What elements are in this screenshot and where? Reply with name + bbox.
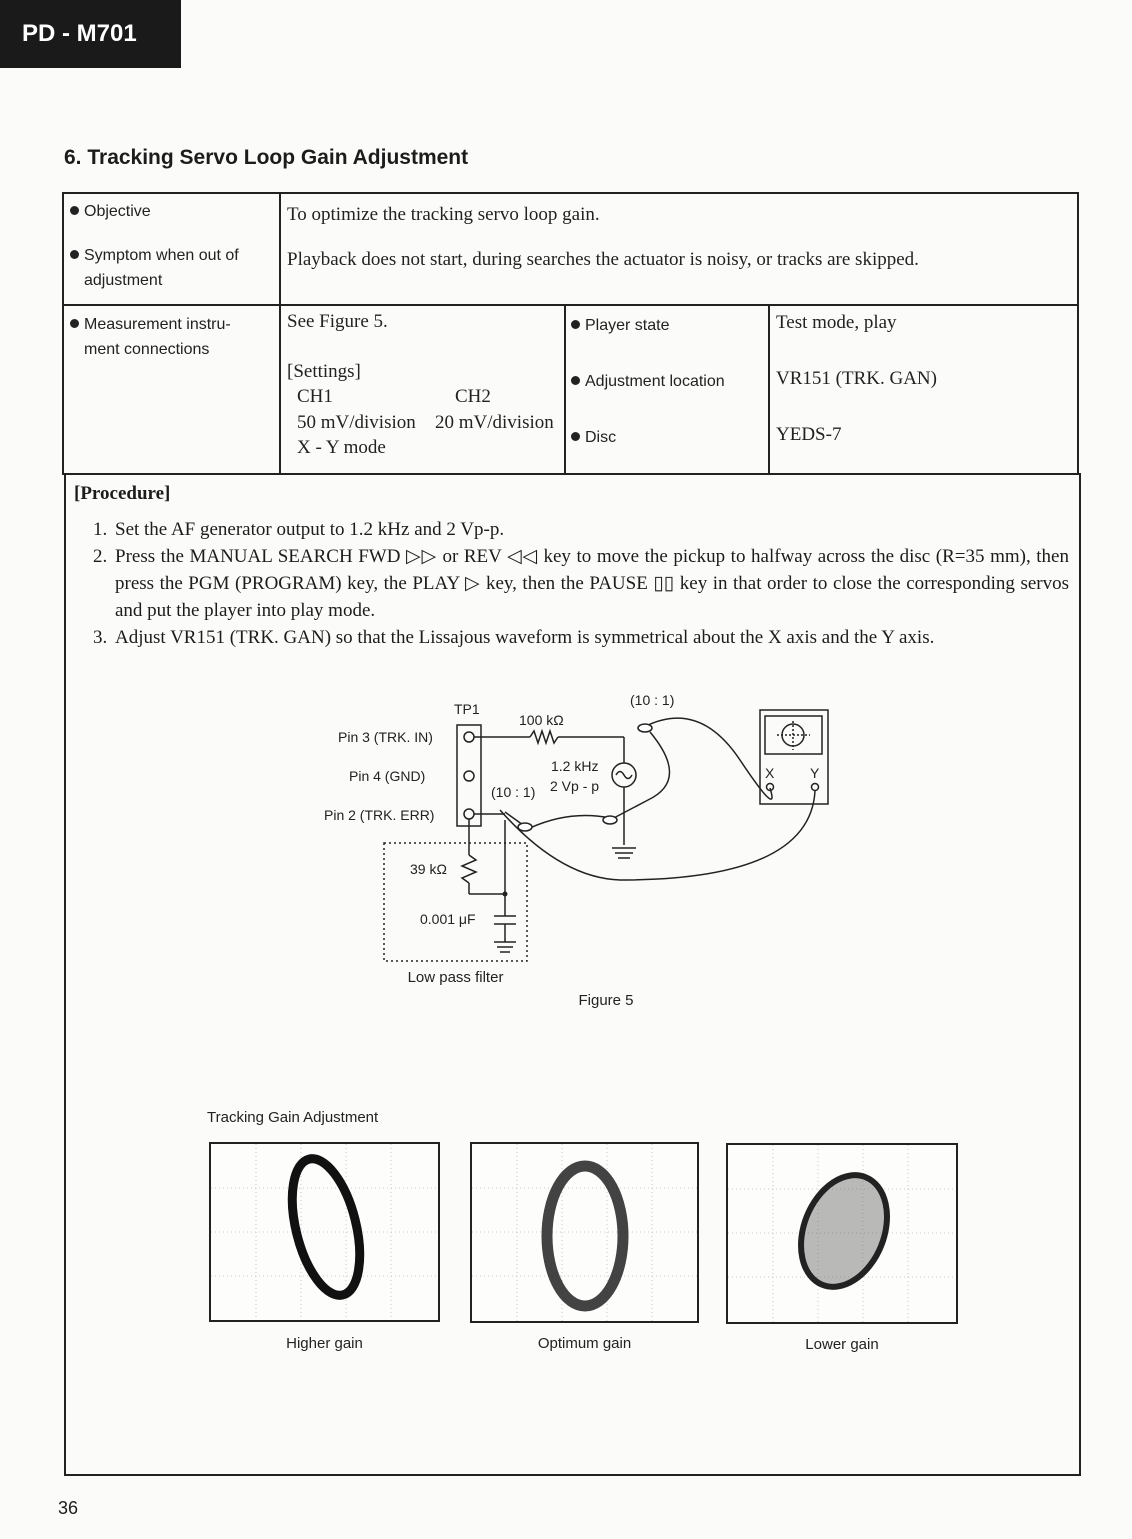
symptom-label: Symptom when out of adjustment: [70, 243, 239, 293]
disc-value: YEDS-7: [776, 424, 842, 445]
probe-ratio-top: (10 : 1): [630, 692, 675, 708]
ch1-scale: 50 mV/division: [297, 412, 416, 433]
tp1-connector: [457, 725, 481, 826]
procedure-heading: [Procedure]: [74, 483, 171, 504]
filter-resistor-label: 39 kΩ: [410, 861, 447, 877]
pin4-label: Pin 4 (GND): [349, 768, 426, 784]
scope-higher-gain: [209, 1142, 440, 1322]
adjustment-location-label: Adjustment location: [571, 369, 725, 394]
disc-label: Disc: [571, 425, 616, 450]
objective-label: Objective: [70, 199, 151, 224]
higher-gain-label: Higher gain: [286, 1335, 363, 1352]
optimum-gain-label: Optimum gain: [537, 1335, 632, 1352]
scope-mode: X - Y mode: [297, 437, 386, 458]
pin4-terminal: [464, 771, 474, 781]
ch2-label: CH2: [455, 386, 491, 407]
optimum-gain-lissajous: [547, 1166, 623, 1306]
waveforms-title: Tracking Gain Adjustment: [207, 1109, 379, 1126]
objective-value: To optimize the tracking servo loop gain.: [287, 204, 600, 225]
scope-optimum-gain: [470, 1142, 699, 1323]
measurement-label: Measurement instru- ment connections: [70, 312, 231, 362]
scope-lower-gain: [726, 1143, 958, 1324]
pin3-label: Pin 3 (TRK. IN): [338, 729, 433, 745]
filter-label: Low pass filter: [407, 969, 504, 986]
page-number: 36: [58, 1498, 79, 1518]
player-state-label: Player state: [571, 313, 669, 338]
resistor-100k: [530, 731, 558, 743]
adjustment-location-value: VR151 (TRK. GAN): [776, 368, 937, 389]
tp1-label: TP1: [454, 701, 480, 717]
settings-label: [Settings]: [287, 361, 361, 382]
player-state-value: Test mode, play: [776, 312, 897, 333]
procedure-step: 2. Press the MANUAL SEARCH FWD ▷▷ or REV ◁◁ key to move the pickup to halfway across the disc (R=35 mm), then press the PGM (PROGRAM) key, the PLAY ▷ key, then the PAUSE ▯▯ key in that order to close the corresponding servos and put the player into play mode.: [93, 546, 1069, 621]
generator-freq: 1.2 kHz: [551, 758, 599, 774]
section-title: 6. Tracking Servo Loop Gain Adjustment: [64, 146, 469, 169]
symptom-value: Playback does not start, during searches the actuator is noisy, or tracks are skipped.: [287, 249, 919, 270]
see-figure-text: See Figure 5.: [287, 311, 388, 332]
figure-caption: Figure 5: [578, 992, 634, 1009]
higher-gain-lissajous: [280, 1152, 372, 1302]
scope-y-label: Y: [810, 765, 820, 781]
resistor-label: 100 kΩ: [519, 712, 564, 728]
generator-amp: 2 Vp - p: [550, 778, 600, 794]
model-name: PD - M701: [22, 20, 137, 47]
probe-ratio-mid: (10 : 1): [491, 784, 536, 800]
ch1-label: CH1: [297, 386, 333, 407]
procedure-step: 3. Adjust VR151 (TRK. GAN) so that the Lissajous waveform is symmetrical about the X axis and the Y axis.: [93, 627, 935, 648]
pin2-terminal: [464, 809, 474, 819]
lower-gain-lissajous: [785, 1162, 903, 1300]
scope-x-label: X: [765, 765, 775, 781]
pin3-terminal: [464, 732, 474, 742]
ch2-scale: 20 mV/division: [435, 412, 554, 433]
filter-capacitor-label: 0.001 μF: [420, 911, 476, 927]
lower-gain-label: Lower gain: [805, 1336, 879, 1353]
resistor-39k: [462, 855, 476, 883]
pin2-label: Pin 2 (TRK. ERR): [324, 807, 435, 823]
procedure-step: 1. Set the AF generator output to 1.2 kHz and 2 Vp-p.: [93, 519, 505, 540]
